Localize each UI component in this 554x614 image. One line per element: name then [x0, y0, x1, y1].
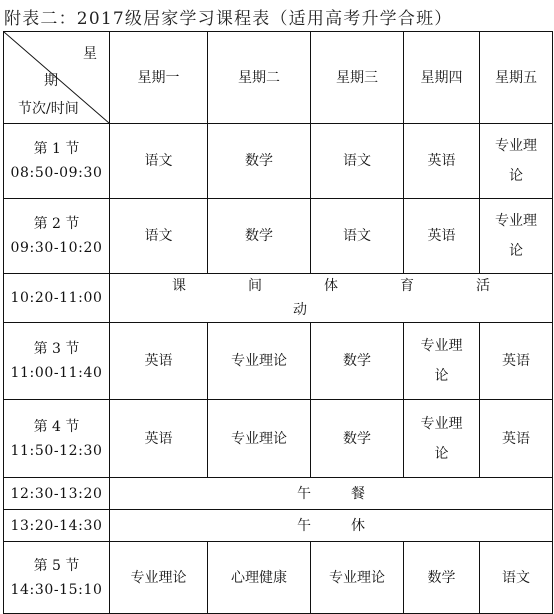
subject-cell	[480, 199, 553, 274]
subject-cell	[404, 323, 480, 400]
period-time: 11:50-12:30	[10, 442, 103, 459]
period-cell	[4, 124, 110, 199]
subject-cell: 心理健康	[208, 542, 311, 614]
day-header-mon: 星期一	[110, 32, 208, 124]
period-cell	[4, 542, 110, 614]
table-header-row	[4, 32, 553, 124]
break-label	[110, 478, 553, 510]
subject-cell: 英语	[110, 323, 208, 400]
subject-cell	[480, 124, 553, 199]
break-label-text: 午休	[297, 517, 405, 534]
break-time: 10:20-11:00	[4, 274, 110, 323]
period-name: 第 5 节	[33, 557, 80, 574]
subject-cell: 语文	[311, 199, 404, 274]
period-time: 08:50-09:30	[10, 165, 103, 181]
subject-text: 专业理论	[420, 415, 463, 462]
schedule-table	[3, 31, 553, 614]
subject-text: 专业理论	[495, 213, 537, 259]
subject-cell: 数学	[404, 542, 480, 614]
period-cell	[4, 199, 110, 274]
subject-cell: 语文	[110, 124, 208, 199]
period-name: 第 1 节	[33, 141, 80, 157]
subject-cell: 数学	[311, 400, 404, 478]
subject-cell: 语文	[480, 542, 553, 614]
table-row	[4, 323, 553, 400]
period-name: 第 3 节	[33, 341, 80, 357]
day-header-fri: 星期五	[480, 32, 553, 124]
page-title: 附表二：2017级居家学习课程表（适用高考升学合班）	[4, 9, 453, 29]
subject-cell: 数学	[311, 323, 404, 400]
subject-cell: 英语	[480, 323, 553, 400]
period-time: 09:30-10:20	[10, 240, 103, 256]
period-time: 14:30-15:10	[10, 581, 103, 598]
break-row-rest	[4, 510, 553, 542]
break-label-text: 课间体育活动	[172, 278, 552, 318]
corner-label-xing: 星	[83, 46, 97, 62]
corner-header-cell	[4, 32, 110, 124]
period-name: 第 4 节	[33, 418, 80, 435]
corner-label-qi: 期	[44, 73, 58, 89]
period-cell	[4, 323, 110, 400]
subject-cell: 语文	[110, 199, 208, 274]
day-header-tue: 星期二	[208, 32, 311, 124]
subject-cell: 数学	[208, 199, 311, 274]
break-label	[110, 510, 553, 542]
period-name: 第 2 节	[33, 216, 80, 232]
day-header-thu: 星期四	[404, 32, 480, 124]
subject-cell: 英语	[110, 400, 208, 478]
subject-cell: 专业理论	[110, 542, 208, 614]
break-label-text: 午餐	[297, 485, 405, 502]
table-row	[4, 400, 553, 478]
subject-cell: 语文	[311, 124, 404, 199]
subject-cell: 专业理论	[208, 323, 311, 400]
break-time: 13:20-14:30	[4, 510, 110, 542]
table-row	[4, 124, 553, 199]
subject-text: 专业理论	[495, 138, 537, 184]
subject-cell: 专业理论	[208, 400, 311, 478]
subject-cell: 英语	[480, 400, 553, 478]
table-row	[4, 199, 553, 274]
subject-text: 专业理论	[420, 338, 463, 384]
subject-cell: 专业理论	[311, 542, 404, 614]
subject-cell: 英语	[404, 199, 480, 274]
period-cell	[4, 400, 110, 478]
corner-label-period-time: 节次/时间	[18, 101, 79, 117]
subject-cell	[404, 400, 480, 478]
break-row-lunch	[4, 478, 553, 510]
subject-cell: 数学	[208, 124, 311, 199]
table-row	[4, 542, 553, 614]
break-time: 12:30-13:20	[4, 478, 110, 510]
break-row-activity	[4, 274, 553, 323]
period-time: 11:00-11:40	[10, 365, 103, 381]
subject-cell: 英语	[404, 124, 480, 199]
day-header-wed: 星期三	[311, 32, 404, 124]
break-label	[110, 274, 553, 323]
